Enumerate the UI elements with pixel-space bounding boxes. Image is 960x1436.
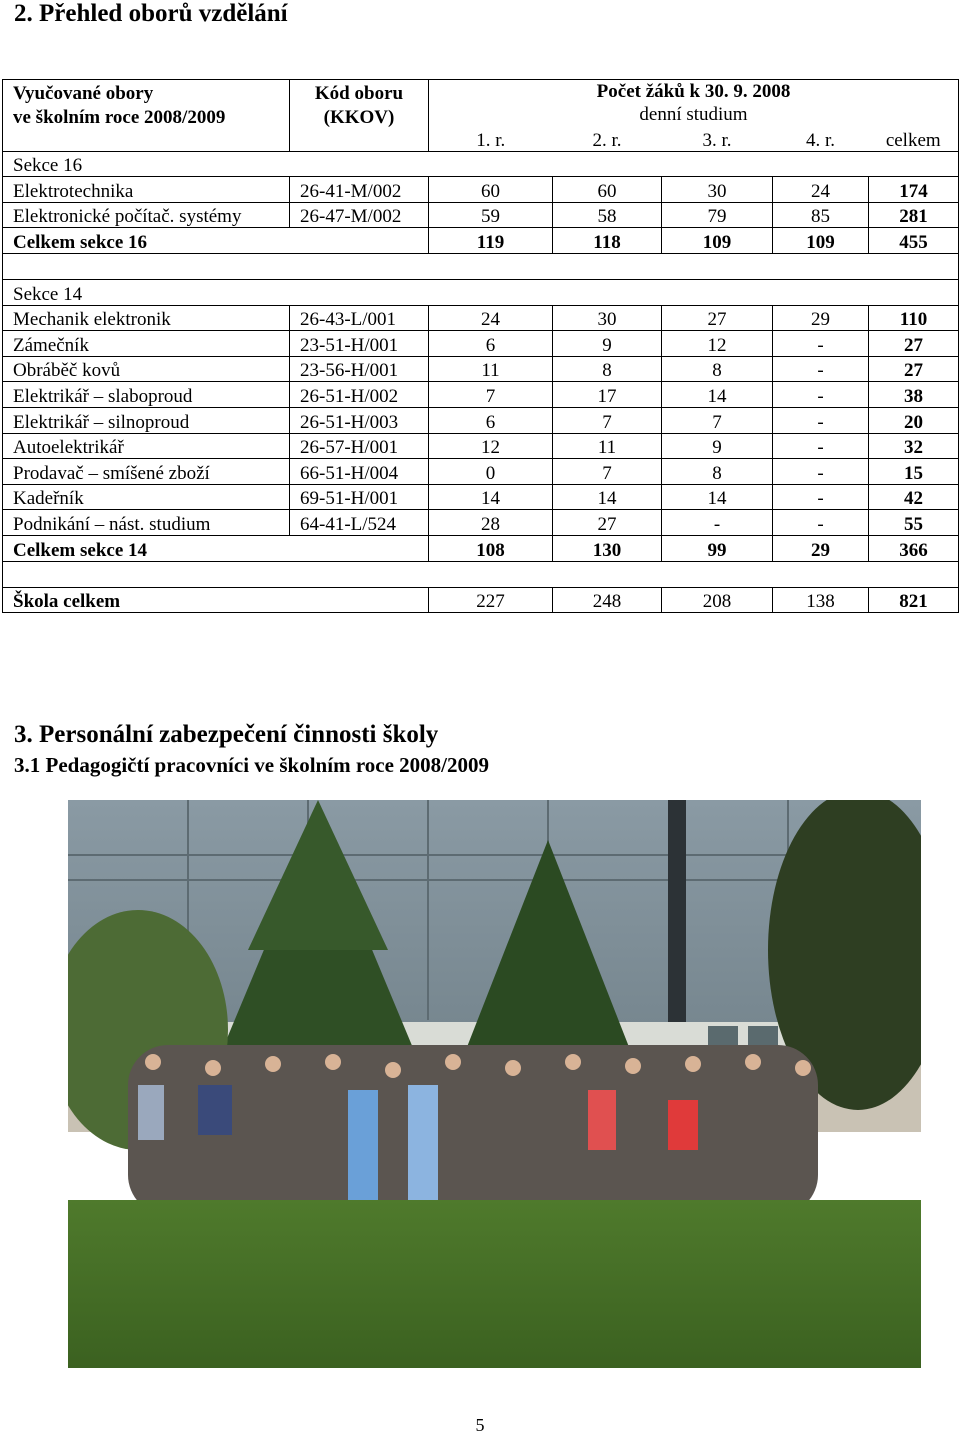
staff-group-photo bbox=[68, 800, 921, 1368]
section-3-heading: 3. Personální zabezpečení činnosti školy bbox=[14, 721, 439, 748]
header-year-3: 3. r. bbox=[662, 126, 773, 151]
section-2-heading: 2. Přehled oborů vzdělání bbox=[14, 0, 288, 27]
section-3-1-heading: 3.1 Pedagogičtí pracovníci ve školním roce 2008/2009 bbox=[14, 753, 489, 777]
table-row: Elektrotechnika 26-41-M/002 60 60 30 24 174 bbox=[3, 177, 959, 203]
table-row: Prodavač – smíšené zboží 66-51-H/004 0 7 8 - 15 bbox=[3, 459, 959, 485]
table-row: Mechanik elektronik 26-43-L/001 24 30 27 29 110 bbox=[3, 305, 959, 331]
spacer-row bbox=[3, 561, 959, 587]
header-kod: Kód oboru (KKOV) bbox=[290, 80, 429, 152]
table-row: Zámečník 23-51-H/001 6 9 12 - 27 bbox=[3, 331, 959, 357]
header-celkem: celkem bbox=[869, 126, 959, 151]
study-programs-table bbox=[2, 79, 959, 613]
header-pocet: Počet žáků k 30. 9. 2008 denní studium bbox=[429, 80, 959, 127]
table-row: Obráběč kovů 23-56-H/001 11 8 8 - 27 bbox=[3, 356, 959, 382]
total-row: Celkem sekce 14 108 130 99 29 366 bbox=[3, 535, 959, 561]
header-obory: Vyučované obory ve školním roce 2008/2009 bbox=[3, 80, 290, 152]
table-row: Autoelektrikář 26-57-H/001 12 11 9 - 32 bbox=[3, 433, 959, 459]
total-row: Celkem sekce 16 119 118 109 109 455 bbox=[3, 228, 959, 254]
table-row: Elektrikář – silnoproud 26-51-H/003 6 7 7 - 20 bbox=[3, 407, 959, 433]
page-number: 5 bbox=[475, 1415, 485, 1435]
table-row: Podnikání – nást. studium 64-41-L/524 28 27 - - 55 bbox=[3, 510, 959, 536]
header-year-1: 1. r. bbox=[429, 126, 553, 151]
grand-total-row: Škola celkem 227 248 208 138 821 bbox=[3, 587, 959, 613]
spacer-row bbox=[3, 253, 959, 279]
header-year-4: 4. r. bbox=[773, 126, 869, 151]
section-row: Sekce 16 bbox=[3, 151, 959, 177]
section-row: Sekce 14 bbox=[3, 279, 959, 305]
header-year-2: 2. r. bbox=[553, 126, 662, 151]
table-row: Elektrikář – slaboproud 26-51-H/002 7 17 14 - 38 bbox=[3, 382, 959, 408]
table-row: Kadeřník 69-51-H/001 14 14 14 - 42 bbox=[3, 484, 959, 510]
table-row: Elektronické počítač. systémy 26-47-M/002 59 58 79 85 281 bbox=[3, 202, 959, 228]
